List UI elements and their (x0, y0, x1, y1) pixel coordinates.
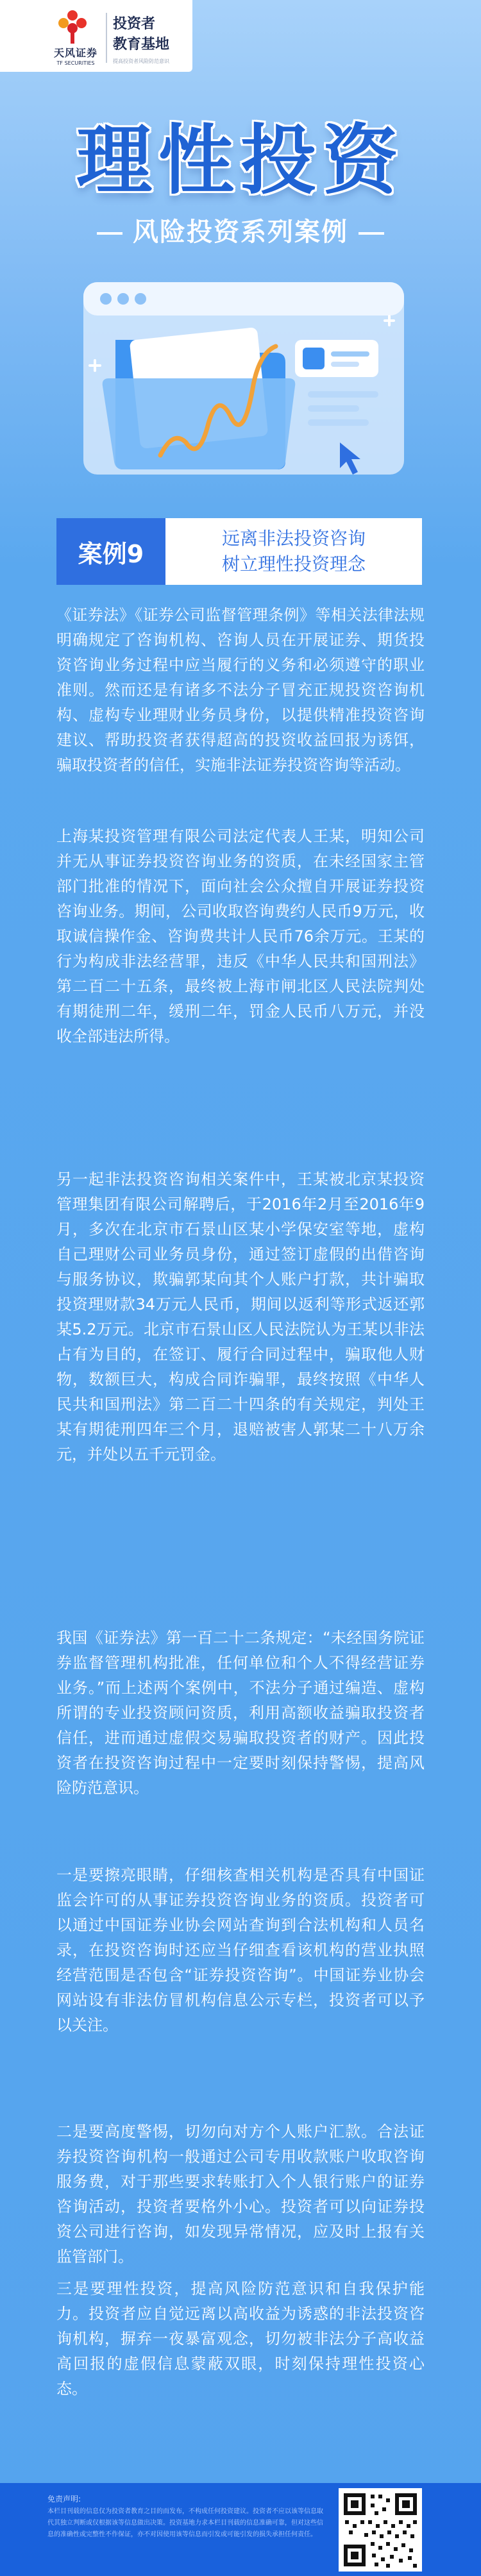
logo-box (0, 0, 192, 72)
case-number: 案例9 (56, 518, 165, 585)
dash-right (359, 232, 384, 235)
chart-folder-illustration (64, 269, 423, 500)
logo-en: TF SECURITIES (56, 60, 95, 66)
logo-name: 天风证券 (53, 47, 97, 59)
page-title: 理性投资 (76, 116, 405, 205)
edu-base-title (113, 14, 169, 55)
page-subtitle (0, 212, 481, 248)
case-title-line1: 远离非法投资咨询 (221, 528, 366, 549)
paragraph-case-2: 另一起非法投资咨询相关案件中，王某被北京某投资管理集团有限公司解聘后，于2016年2月至2016年9月，多次在北京市石景山区某小学保安室等地，虚构自己理财公司业务员身份，通过签订虚假的出借咨询与服务协议，欺骗郭某向其个人账户打款，共计骗取投资理财款34万元人民币，期间以返利等形式返还郭某5.2万元。北京市石景山区人民法院认为王某以非法占有为目的，在签订、履行合同过程中，骗取他人财物，数额巨大，构成合同诈骗罪，最终按照《中华人民共和国刑法》第二百二十四条的有关规定，判处王某有期徒刑四年三个月，退赔被害人郭某二十八万余元，并处以五千元罚金。 (56, 1170, 425, 1463)
tf-logo-icon (54, 9, 91, 45)
edu-line1: 投资者 (113, 16, 156, 32)
paragraph-intro: 《证券法》《证券公司监督管理条例》等相关法律法规明确规定了咨询机构、咨询人员在开展证券、期货投资咨询业务过程中应当履行的义务和必须遵守的职业准则。然而还是有诸多不法分子冒充正规投资咨询机构、虚构专业理财业务员身份，以提供精准投资咨询建议、帮助投资者获得超高的投资收益回报为诱饵，骗取投资者的信任，实施非法证券投资咨询等活动。 (56, 606, 425, 774)
logo-divider (106, 13, 107, 63)
dash-left (97, 232, 122, 235)
paragraph-tip-2: 二是要高度警惕，切勿向对方个人账户汇款。合法证券投资咨询机构一般通过公司专用收款账户收取咨询服务费，对于那些要求转账打入个人银行账户的证券咨询活动，投资者要格外小心。投资者可以向证券投资公司进行咨询，如发现异常情况，应及时上报有关监管部门。 (56, 2123, 425, 2266)
case-title-line2: 树立理性投资理念 (221, 553, 366, 575)
paragraph-law: 我国《证券法》第一百二十二条规定：“未经国务院证券监督管理机构批准，任何单位和个人不得经营证券业务。”而上述两个案例中，不法分子通过编造、虚构所谓的专业投资顾问资质，利用高额收益骗取投资者信任，进而通过虚假交易骗取投资者的财产。因此投资者在投资咨询过程中一定要时刻保持警惕，提高风险防范意识。 (56, 1629, 425, 1797)
case-title (165, 518, 422, 585)
case-banner (56, 518, 422, 585)
paragraph-tip-3: 三是要理性投资，提高风险防范意识和自我保护能力。投资者应自觉远离以高收益为诱惑的非法投资咨询机构，摒弃一夜暴富观念，切勿被非法分子高收益高回报的虚假信息蒙蔽双眼，时刻保持理性投资心态。 (56, 2280, 425, 2398)
footer (0, 2483, 481, 2576)
edu-subtitle: 提高投资者风险防范意识 (113, 58, 169, 64)
subtitle-text: 风险投资系列案例 (133, 217, 348, 247)
paragraph-case-1: 上海某投资管理有限公司法定代表人王某，明知公司并无从事证券投资咨询业务的资质，在未经国家主管部门批准的情况下，面向社会公众擅自开展证券投资咨询业务。期间，公司收取咨询费约人民币9万元，收取诚信操作金、咨询费共计人民币76余万元。王某的行为构成非法经营罪，违反《中华人民共和国刑法》第二百二十五条，最终被上海市闸北区人民法院判处有期徒刑二年，缓刑二年，罚金人民币八万元，并没收全部违法所得。 (56, 827, 425, 1045)
header (0, 0, 481, 96)
qr-code-icon (339, 2488, 422, 2572)
edu-line2: 教育基地 (113, 37, 170, 53)
disclaimer-title: 免责声明: (47, 2495, 81, 2504)
disclaimer-text: 本栏目刊载的信息仅为投资者教育之目的而发布，不构成任何投资建议。投资者不应以该等信息取代其独立判断或仅根据该等信息做出决策。投资基地力求本栏目刊载的信息准确可靠，但对这些信息的准确性或完整性不作保证，亦不对因使用该等信息而引发或可能引发的损失承担任何责任。 (47, 2508, 323, 2538)
paragraph-tip-1: 一是要擦亮眼睛，仔细核查相关机构是否具有中国证监会许可的从事证券投资咨询业务的资质。投资者可以通过中国证券业协会网站查询到合法机构和人员名录，在投资咨询时还应当仔细查看该机构的营业执照经营范围是否包含“证券投资咨询”。中国证券业协会网站设有非法仿冒机构信息公示专栏，投资者可以予以关注。 (56, 1866, 425, 2034)
